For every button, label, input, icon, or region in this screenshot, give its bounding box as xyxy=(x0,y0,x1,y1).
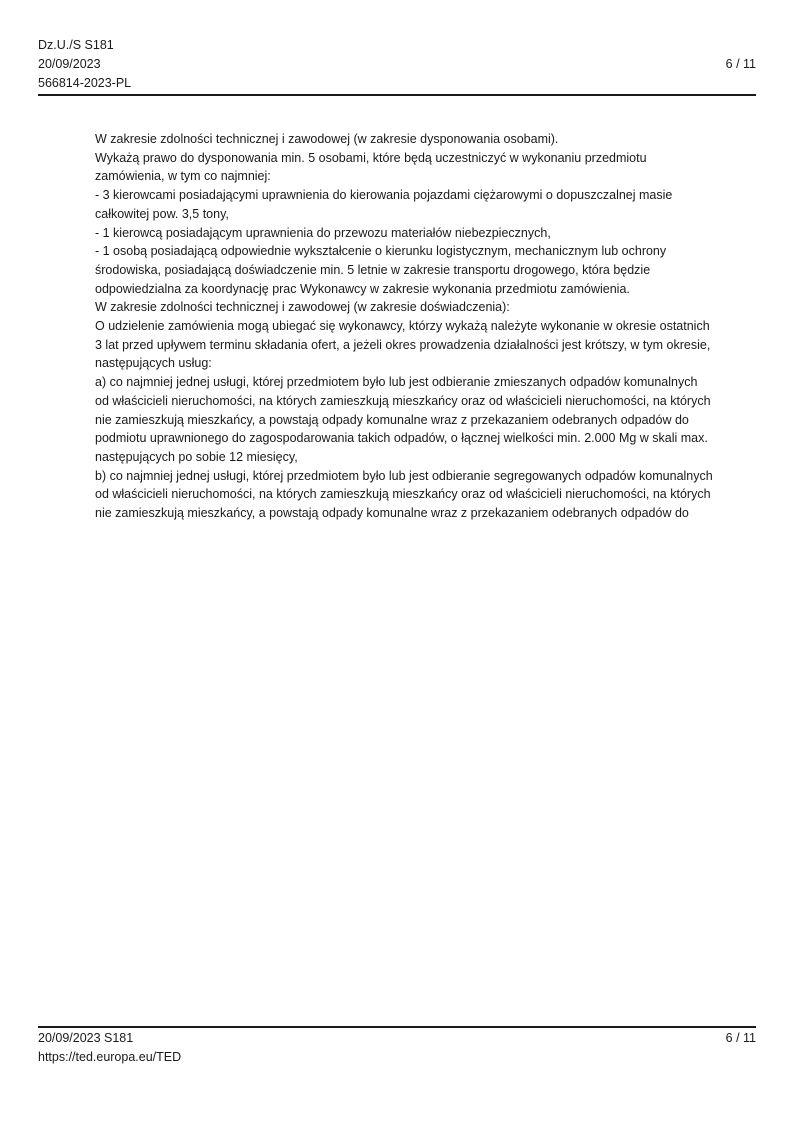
body-line: od właścicieli nieruchomości, na których zamieszkują mieszkańcy oraz od właścicieli nieruchomości, na których xyxy=(95,487,711,502)
page-footer xyxy=(38,1029,756,1067)
body-line: następujących po sobie 12 miesięcy, xyxy=(95,449,298,464)
body-line: od właścicieli nieruchomości, na których zamieszkują mieszkańcy oraz od właścicieli nieruchomości, na których xyxy=(95,393,711,408)
body-line: odpowiedzialna za koordynację prac Wykonawcy w zakresie wykonania przedmiotu zamówienia. xyxy=(95,281,630,296)
notice-id: 566814-2023-PL xyxy=(38,76,132,90)
body-line: W zakresie zdolności technicznej i zawodowej (w zakresie doświadczenia): xyxy=(95,300,510,315)
header-divider xyxy=(38,94,756,96)
header-page-number: 6 / 11 xyxy=(725,57,756,71)
body-line: nie zamieszkują mieszkańcy, a powstają odpady komunalne wraz z przekazaniem odebranych odpadów do xyxy=(95,506,689,521)
footer-series: S181 xyxy=(104,1031,134,1045)
footer-url-link[interactable]: https://ted.europa.eu/TED xyxy=(38,1050,182,1064)
body-line: nie zamieszkują mieszkańcy, a powstają odpady komunalne wraz z przekazaniem odebranych odpadów do xyxy=(95,412,689,427)
body-line: zamówienia, w tym co najmniej: xyxy=(95,169,271,184)
body-line: 3 lat przed upływem terminu składania ofert, a jeżeli okres prowadzenia działalności jest krótszy, w tym okresie, xyxy=(95,337,711,352)
body-line: a) co najmniej jednej usługi, której przedmiotem było lub jest odbieranie zmieszanych odpadów komunalnych xyxy=(95,375,698,390)
document-body xyxy=(95,130,760,523)
body-line: następujących usług: xyxy=(95,356,212,371)
body-line: środowiska, posiadającą doświadczenie min. 5 letnie w zakresie transportu drogowego, która będzie xyxy=(95,262,651,277)
footer-date: 20/09/2023 xyxy=(38,1031,101,1045)
journal-reference: Dz.U./S S181 xyxy=(38,38,114,52)
body-line: Wykażą prawo do dysponowania min. 5 osobami, które będą uczestniczyć w wykonaniu przedmiotu xyxy=(95,150,647,165)
body-line: b) co najmniej jednej usługi, której przedmiotem było lub jest odbieranie segregowanych odpadów komunalnych xyxy=(95,468,713,483)
body-line: - 1 kierowcą posiadającym uprawnienia do przewozu materiałów niebezpiecznych, xyxy=(95,225,551,240)
header-meta xyxy=(38,36,131,93)
body-line: podmiotu uprawnionego do zagospodarowania takich odpadów, o łącznej wielkości min. 2.000 Mg w skali max. xyxy=(95,431,708,446)
body-line: - 1 osobą posiadającą odpowiednie wykształcenie o kierunku logistycznym, mechanicznym lub ochrony xyxy=(95,244,667,259)
page-header xyxy=(38,36,756,96)
body-line: całkowitej pow. 3,5 tony, xyxy=(95,206,229,221)
footer-divider xyxy=(38,1026,756,1028)
footer-page-number: 6 / 11 xyxy=(725,1031,756,1045)
body-line: - 3 kierowcami posiadającymi uprawnienia do kierowania pojazdami ciężarowymi o dopuszczalnej masie xyxy=(95,188,673,203)
body-line: W zakresie zdolności technicznej i zawodowej (w zakresie dysponowania osobami). xyxy=(95,132,559,146)
body-line: O udzielenie zamówienia mogą ubiegać się wykonawcy, którzy wykażą należyte wykonanie w okresie ostatnich xyxy=(95,319,710,334)
publication-date: 20/09/2023 xyxy=(38,57,101,71)
